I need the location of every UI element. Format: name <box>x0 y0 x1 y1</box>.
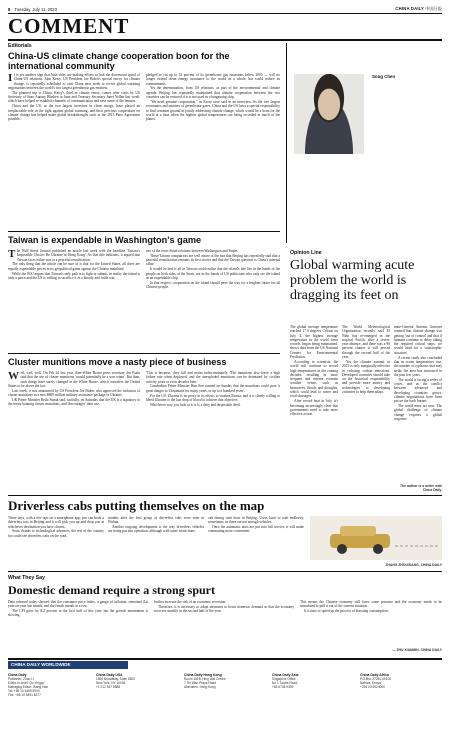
author-photo <box>294 74 364 154</box>
footer-line: +65 6738 9399 <box>272 685 294 689</box>
opinion-headline: Global warming acute problem the world is dragging its feet on <box>290 258 415 303</box>
driverless-column-1 <box>8 516 104 560</box>
cluster-paragraph: Last week, it was announced by US President Joe Biden, who approved the inclusion of cluster munitions in a new $800 million military assistance package to Ukraine. <box>8 388 140 398</box>
domestic-paragraph: The CPI grew by 0.2 percent in the first half of this year, but the growth momentum is slowing. <box>8 609 148 618</box>
editorial-column-1: It is yet another sign that both sides are making efforts to halt the downward spiral of China-US relations. John Kerry, US President Joe Biden's special envoy for climate change, is reportedly scheduled to visit China next week to revive global warming negotiations between the world's two largest greenhouse gas emitters. The planned trip to China, Kerry's third as climate envoy, comes after visits by US Secretary of State Antony Blinken in June and Treasury Secretary Janet Yellen last week, which have helped re-establish channels of communication and ease some of the tension. China and the US, as the two largest investors in clean energy, have played an irreplaceable role in the fight against global warming, and their previous cooperation on climate change has helped make global breakthroughs such as the 2015 Paris Agreement possible. <box>8 73 140 122</box>
footer-column-heading: China Daily Africa <box>360 673 389 677</box>
driverless-headline: Driverless cabs putting themselves on the map <box>8 498 265 513</box>
footer <box>8 661 442 741</box>
footer-rule <box>8 658 442 660</box>
taiwan-headline: Taiwan is expendable in Washington's game <box>8 235 202 245</box>
footer-line: Aberdeen, Hong Kong <box>184 685 216 689</box>
column-divider <box>286 43 287 243</box>
footer-line: Managing Editor: Wang Hao <box>8 685 48 689</box>
footer-line: P.O.Box 27281-00100 <box>360 677 392 681</box>
taiwan-paragraph: It would be best if all in Taiwan could realize that the island's fate lies in the hands of the people on both sides of the Strait, not in the hands of US politicians who only see the island as an expendable chip. <box>146 267 280 280</box>
editorial-paragraph: pledged to cut up to 52 percent of its greenhouse gas emissions below 2005 — will no longer extend clean energy assistance to the world as a whole, but could reduce its commitments. <box>146 73 280 86</box>
footer-line: Tel: +86 10 6499 5000 <box>8 689 40 693</box>
driverless-column-2 <box>108 516 204 560</box>
editorial-paragraph: The planned trip to China, Kerry's third as climate envoy, comes after visits by US Secretary of State Antony Blinken in June and Treasury Secretary Janet Yellen last week, which have helped re-establish channels of communication and ease some of the tension. <box>8 90 140 104</box>
footer-line: Room 1818, Hing Wai Centre <box>184 677 226 681</box>
footer-column-heading: China Daily Hong Kong <box>184 673 222 677</box>
editorials-label: Editorials <box>8 43 32 49</box>
driverless-illustration <box>310 516 442 560</box>
editorial-paragraph: China and the US, as the two largest investors in clean energy, have played an irreplaceable role in the fight against global warming, and their previous cooperation on climate change has helped make global breakthroughs such as the 2015 Paris Agreement possible. <box>8 104 140 122</box>
editorial-paragraph: "We need genuine cooperation," as Kerry once said in an interview. As the two largest economies and emitters of greenhouse gases, China and the US have a special responsibility to find common ground in jointly addressing climate change, which would be a boon for the world at a time when the highest global temperatures are being recorded in much of the planet. <box>146 99 280 122</box>
footer-column <box>360 673 442 689</box>
opinion-column-2 <box>342 325 390 490</box>
editorial-headline: China-US climate change cooperation boon for the international community <box>8 51 230 71</box>
opinion-paragraph: The world is facing a series of crises, and as the conflict between advanced and developing countries grows, climate negotiations have been put on the back burner. <box>394 377 442 404</box>
taiwan-paragraph: While the WSJ argues that Taiwan's only path is to fight or submit, in reality the island is only a pawn and the US is willing to sacrifice it as a bloody and futile war. <box>8 271 140 280</box>
cluster-paragraph: 'This is because,' they kill and maim indiscriminately. 'The munitions also leave a high failure rate when deployed, and the unexploded munitions can be detonated by civilian activity years or even decades later.' <box>146 371 280 384</box>
taiwan-paragraph: The only thing that the article can be sure of is that for the United States, all three are equally expendable pieces in its geopolitical game against the Chinese mainland. <box>8 262 140 271</box>
editorial-paragraph: t is yet another sign that both sides are making efforts to halt the downward spiral of China-US relations. John Kerry, US President Joe Biden's special envoy for climate change, is reportedly scheduled to visit China next week to revive global warming negotiations between the world's two largest greenhouse gas emitters. <box>8 73 140 90</box>
opinion-paragraph: A recent study also concluded that as ocean temperatures rise, the number of typhoons that may strike the area has increased in the past few years. <box>394 355 442 377</box>
opinion-paragraph: According to scientists, the world will continue to record high temperatures in the coming decades, resulting in more frequent and intense extreme weather events such as heatwaves, floods and droughts, which could lead to water and food shortages. <box>290 359 338 399</box>
footer-column <box>8 673 92 697</box>
cluster-paragraph: UK Prime Minister Rishi Sunak said, tactfully, on Saturday that the UK is a signatory to the treaty banning cluster munitions, and 'discourages' their use. <box>8 397 140 407</box>
taiwan-column-1: The Wall Street Journal published an article last week with the headline 'Taiwan's Impossible Choice: Be Ukraine or Hong Kong'. As that title indicates, it argued that Taiwan faces either war or a peaceful reunification. The only thing that the article can be sure of is that for the United States, all three are equally expendable pieces in its geopolitical game against the Chinese mainland. While the WSJ argues that Taiwan's only path is to fight or submit, in reality the island is only a pawn and the US is willing to sacrifice it as a bloody and futile war. <box>8 249 140 280</box>
domestic-column-1 <box>8 600 148 652</box>
running-header <box>8 5 442 13</box>
footer-column <box>272 673 356 689</box>
opinion-paragraph: The world must act now. The global challenge of climate change requires a global response. <box>394 404 442 422</box>
editorial-paragraph: Yet the determination, from US relations, as part of the environmental and climate agenda, Beijing has repeatedly maintained that climate cooperation between the two countries can be restored if it is not used as a bargaining chip. <box>146 86 280 100</box>
footer-line: 1500 Broadway, Suite 2800 <box>96 677 135 681</box>
opinion-paragraph: The World Meteorological Organization recently said El Niño has re-emerged in the tropical Pacific after a seven-year absence, and there was a 90 percent chance it will persist through the second half of the year. <box>342 325 390 360</box>
editorial-column-2 <box>146 73 280 228</box>
opinion-byline: The author is a writer with China Daily. <box>399 484 442 492</box>
domestic-column-2 <box>154 600 294 652</box>
footer-line: No 1 Scotts Road <box>272 681 297 685</box>
driverless-paragraph: Soon, thanks to technological advances, the rest of the country too could see driverless cabs on the road. <box>8 529 104 538</box>
domestic-paragraph: It is time to speed up the process of boosting consumption. <box>304 609 389 614</box>
opinion-paragraph: Yet the climate summit in 2015 is only marginally effective in reducing carbon emissions. Developed countries should take on the historical responsibility and provide more money and technologies to developing countries to help them adapt. <box>342 359 390 395</box>
footer-column-heading: China Daily USA <box>96 673 123 677</box>
footer-column <box>96 673 180 689</box>
footer-line: +254 20 6924000 <box>360 685 385 689</box>
divider <box>8 353 280 354</box>
car-illustration-icon <box>310 516 442 560</box>
footer-line: Nairobi, Kenya <box>360 681 381 685</box>
section-title: COMMENT <box>8 14 130 38</box>
footer-line: Fax: +86 10 6491 8377 <box>8 693 41 697</box>
cluster-paragraph: Cambodian Prime Minister Hun Sen warned on Sunday that the munitions could pose 'a great danger to Ukrainians for many years, or up to a hundred years'. <box>146 384 280 393</box>
footer-line: Publisher: Zhou Li <box>8 677 34 681</box>
divider <box>8 495 442 496</box>
opinion-column-3 <box>394 325 442 483</box>
domestic-paragraph: Data released today showed that the consumer price index, a gauge of inflation, remained flat year-on-year last month, and the fourth month in a row. <box>8 600 148 609</box>
driverless-paragraph: Once the automatic taxis are put into full service, it will make commuting more convenient. <box>208 525 304 534</box>
driverless-paragraph: cab during rush hour in Beijing. Users have to wait endlessly, sometimes, as there are not enough vehicles. <box>208 516 304 525</box>
taiwan-column-2 <box>146 249 280 349</box>
driverless-paragraph: These days, with a few taps on a smartphone app, you can book a driverless taxi in Beijing and it will pick you up and drop you at whichever destination you have chosen. <box>8 516 104 529</box>
footer-line: Singapore Office <box>272 677 296 681</box>
domestic-headline: Domestic demand require a strong spurt <box>8 583 215 597</box>
driverless-paragraph: Another ongoing development is the way driverless vehicles are being put into operation, although with some restrictions. <box>108 525 204 534</box>
cluster-headline: Cluster munitions move a nasty piece of business <box>8 357 227 367</box>
footer-column-heading: China Daily <box>8 673 27 677</box>
taiwan-paragraph: These Taiwan compatriots are well aware of the fact that Beijing has repeatedly said that a peaceful reunification remains its first choice and that the Taiwan question is China's internal affair. <box>146 253 280 267</box>
opinion-paragraph: The global average temperature reached 17.0 degrees Celsius on July 4, the highest average temperature in the world since records began being maintained, shows data from the US National Centers for Environmental Prediction. <box>290 325 338 360</box>
cluster-paragraph: Whichever way you look at it, it is a dirty and despicable deed. <box>150 402 241 407</box>
footer-column <box>184 673 268 689</box>
taiwan-paragraph: he Wall Street Journal published an article last week with the headline 'Taiwan's Impossible Choice: Be Ukraine or Hong Kong'. As that title indicates, it argued that Taiwan faces either war or a peaceful reunification. <box>16 249 140 262</box>
what-they-say-label: What They Say <box>8 575 45 581</box>
footer-line: 7 Tin Wan Praya Road <box>184 681 216 685</box>
domestic-byline: — ZHU XIANMIN, CHINA DAILY <box>392 648 442 652</box>
footer-line: +1 212 537 8888 <box>96 685 121 689</box>
cluster-paragraph: For the US, Ukraine is its proxy in its efforts to weaken Russia, and it is clearly willing to bleed Ukraine to the last drop of blood to achieve that objective. <box>146 393 280 402</box>
driverless-paragraph: months after the first group of driverless cabs were seen in Wuhan. <box>108 516 204 525</box>
footer-line: New York, NY 10036 <box>96 681 126 685</box>
opinion-paragraph: mate-General Antonio Guterres warned that climate change was getting 'out of control' and that if humans continue to delay taking the required critical steps, we would head for a 'catastrophic situation'. <box>394 325 442 355</box>
page-number: 8 <box>8 6 11 12</box>
section-rule <box>8 39 442 41</box>
opinion-label: Opinion Line <box>290 250 322 256</box>
driverless-column-3 <box>208 516 304 560</box>
footer-line: Editor-in-chief: Qu Yingpu <box>8 681 45 685</box>
domestic-column-3 <box>300 600 442 646</box>
cluster-column-1: Well, well, well. On Feb 24 last year, then-White House press secretary Jen Psaki said that the use of cluster munitions 'would potentially be a war crime'. But then, such things have surely changed at the White House, which considers the United States to be above the law. Last week, it was announced by US President Joe Biden, who approved the inclusion of cluster munitions in a new $800 million military assistance package to Ukraine. UK Prime Minister Rishi Sunak said, tactfully, on Saturday that the UK is a signatory to the treaty banning cluster munitions, and 'discourages' their use. <box>8 371 140 407</box>
author-name: Song Chen <box>372 74 396 79</box>
paper-name-chinese: 中国日报 <box>425 6 442 11</box>
divider <box>8 231 280 232</box>
footer-title: CHINA DAILY WORLDWIDE <box>8 661 128 669</box>
driverless-byline: ZHANG ZHOUXIANG, CHINA DAILY <box>385 563 442 567</box>
taiwan-paragraph: In that respect, cooperation on the island should pave the way for a brighter future for all Chinese people. <box>146 280 280 290</box>
footer-column-heading: China Daily Asia <box>272 673 299 677</box>
domestic-paragraph: further increase the risk of an economic recession. <box>154 600 227 604</box>
paper-name: CHINA DAILY <box>395 6 425 11</box>
domestic-paragraph: This means the Chinese economy still faces some pressure and the economy needs to be stimulated to pull it out of the current situation. <box>300 600 442 609</box>
issue-date: Tuesday, July 11, 2023 <box>14 6 57 12</box>
taiwan-paragraph: ties of the cross-Strait relations between Washington and Taipei. <box>146 249 239 253</box>
opinion-column-1 <box>290 325 338 490</box>
domestic-paragraph: Therefore, it is necessary to adopt measures to boost domestic demand so that the economy recovers steadily in the second half of the year. <box>154 604 294 614</box>
opinion-paragraph: After record heat in July, it's becoming increasingly clear that governments need to take more effective action. <box>290 399 338 417</box>
divider <box>8 571 442 572</box>
cluster-paragraph: ell, well, well. On Feb 24 last year, then-White House press secretary Jen Psaki said that the use of cluster munitions 'would potentially be a war crime'. But then, such things have surely changed at the White House, which considers the United States to be above the law. <box>8 371 140 388</box>
